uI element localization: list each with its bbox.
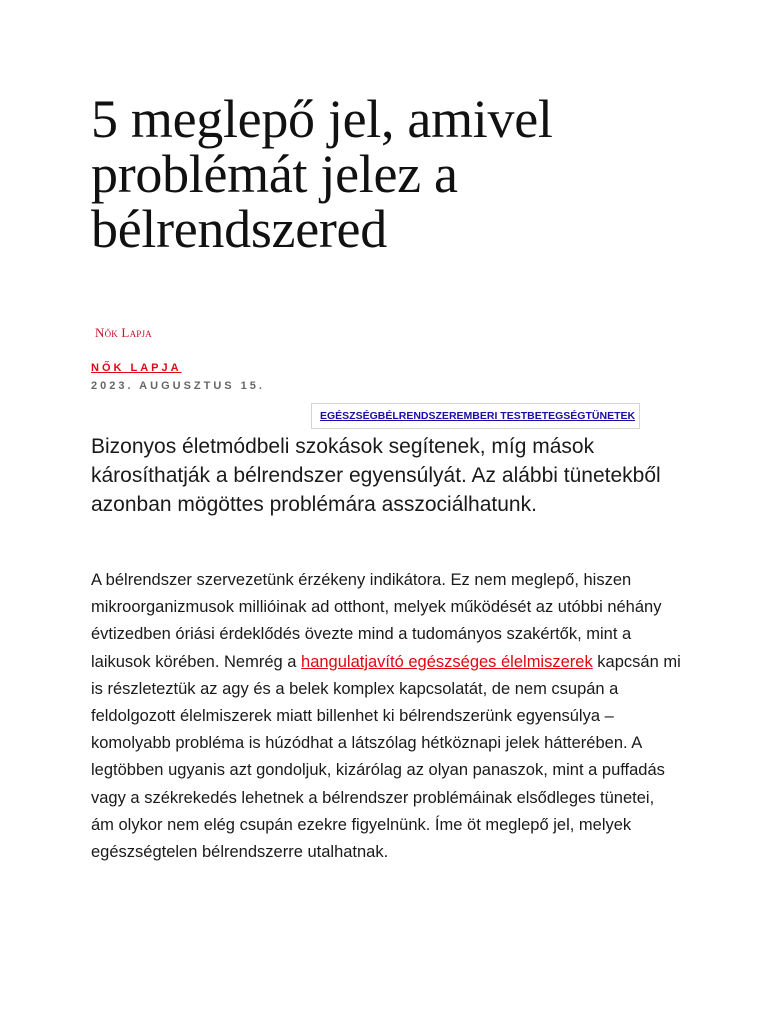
- author-link[interactable]: NŐK LAPJA: [91, 362, 182, 374]
- tag-egeszseg[interactable]: EGÉSZSÉG: [320, 410, 378, 422]
- publish-date: 2023. AUGUSZTUS 15.: [91, 380, 265, 392]
- publication-logo[interactable]: Nők Lapja: [95, 325, 152, 340]
- body-text-start: A bélrendszer szervezetünk érzékeny indikátora. Ez nem meglepő, hiszen mikroorganizmusok millióinak ad otthont, melyek működését az utóbbi néhány évtizedben óriási érdeklődés övezte mind a tudományos szakértők, mint a laikusok körében. Nemrég a: [91, 571, 662, 671]
- article-body-paragraph: [91, 567, 681, 866]
- article-lead: Bizonyos életmódbeli szokások segítenek, míg mások károsíthatják a bélrendszer egyensúlyát. Az alábbi tünetekből azonban mögöttes problémára asszociálhatunk.: [91, 435, 661, 516]
- tag-tunetek[interactable]: TÜNETEK: [585, 410, 636, 422]
- tag-betegseg[interactable]: BETEGSÉG: [527, 410, 586, 422]
- tag-emberi-test[interactable]: EMBERI TEST: [456, 410, 528, 422]
- tag-list: [311, 403, 640, 429]
- inline-article-link[interactable]: hangulatjavító egészséges élelmiszerek: [301, 652, 593, 671]
- body-text-end: kapcsán mi is részleteztük az agy és a belek komplex kapcsolatát, de nem csupán a feldolgozott élelmiszerek miatt billenhet ki bélrendszerünk egyensúlya – komolyabb probléma is húzódhat a látszólag hétköznapi jelek hátterében. A legtöbben ugyanis azt gondoljuk, kizárólag az olyan panaszok, mint a puffadás vagy a székrekedés lehetnek a bélrendszer problémáinak elsődleges tünetei, ám olykor nem elég csupán ezekre figyelnünk. Íme öt meglepő jel, melyek egészségtelen bélrendszerre utalhatnak.: [91, 652, 681, 862]
- article-headline: 5 meglepő jel, amivel problémát jelez a bélrendszered: [91, 89, 553, 259]
- tag-belrendszer[interactable]: BÉLRENDSZER: [377, 410, 457, 422]
